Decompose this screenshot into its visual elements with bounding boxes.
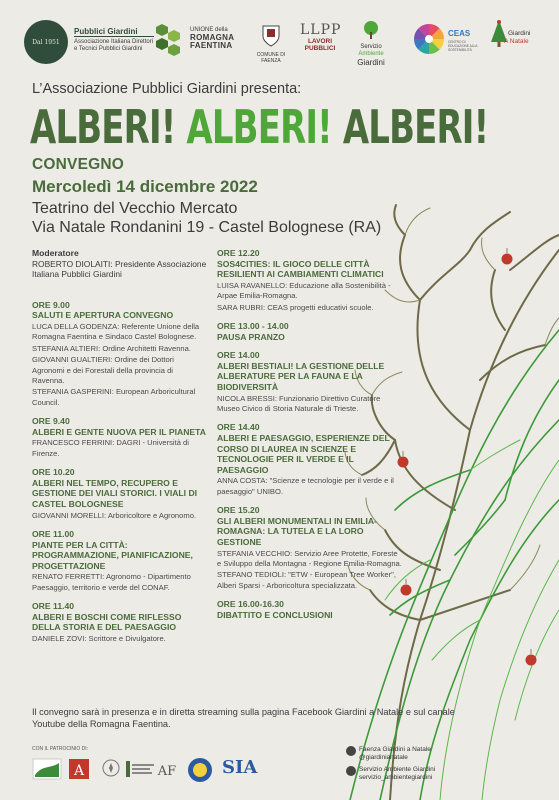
- comune-label: COMUNE DI FAENZA: [256, 52, 286, 64]
- convegno-label: CONVEGNO: [32, 156, 125, 173]
- session-title: ALBERI E PAESAGGIO, ESPERIENZE DEL CORSO DI LAUREA IN SCIENZE E TECNOLOGIE PER IL VERDE E IL PAESAGGIO: [217, 432, 390, 475]
- main-title: [30, 101, 488, 153]
- session-speaker: RENATO FERRETTI: Agronomo - Dipartimento Paesaggio, territorio e verde del CONAF.: [32, 572, 191, 592]
- venue-name: Teatrino del Vecchio Mercato: [32, 200, 238, 217]
- pubblici-giardini-subtitle: Associazione Italiana Direttori e Tecnici Pubblici Giardini: [74, 39, 154, 52]
- ordine-agronomi-logo: [124, 755, 156, 785]
- svg-text:A: A: [73, 763, 85, 779]
- servizio-line1: Servizio: [360, 44, 382, 50]
- session-speaker: STEFANIA VECCHIO: Servizio Aree Protette, Foreste e Sviluppo della Montagna - Regione Emilia-Romagna.: [217, 548, 402, 568]
- presenta-line: L’Associazione Pubblici Giardini presenta:: [32, 81, 302, 97]
- session-speaker: GIOVANNI MORELLI: Arboricoltore e Agronomo.: [32, 510, 197, 520]
- pubblici-giardini-title: Pubblici Giardini: [74, 28, 154, 37]
- unione-line1: UNIONE della: [190, 27, 228, 33]
- pinwheel-icon: [412, 22, 446, 56]
- session-speaker: STEFANIA GASPERINI: European Arboricultural Council.: [32, 387, 196, 407]
- lavori-line2: PUBBLICI: [304, 45, 336, 52]
- session-time: ORE 10.20: [32, 467, 75, 478]
- session-time: ORE 9.40: [32, 416, 70, 427]
- session-speaker: SARA RUBRI: CEAS progetti educativi scuole.: [217, 302, 374, 312]
- unione-romagna-faentina-logo[interactable]: [152, 18, 252, 66]
- session-block: [32, 529, 207, 593]
- natale-line1: Giardini: [508, 30, 531, 37]
- title-word-3: ALBERI!: [342, 100, 489, 154]
- pubblici-giardini-seal: Dal 1951: [24, 20, 68, 64]
- session-title: ALBERI E GENTE NUOVA PER IL PIANETA: [32, 426, 206, 437]
- servizio-line3: Giardini: [357, 58, 385, 67]
- session-speaker: LUISA RAVANELLO: Educazione alla Sostenibilità - Arpae Emilia-Romagna.: [217, 280, 391, 301]
- unione-line2: ROMAGNA: [190, 33, 235, 42]
- event-date: Mercoledì 14 dicembre 2022: [32, 177, 258, 196]
- session-block: [32, 300, 207, 408]
- hexagon-cluster-icon: [152, 22, 188, 58]
- ordine-architetti-logo: [68, 755, 90, 785]
- ceas-subtitle: CENTRO DI EDUCAZIONE ALLA SOSTENIBILITÀ: [448, 40, 478, 52]
- session-block: [32, 467, 207, 521]
- session-time: ORE 13.00 - 14.00: [217, 321, 289, 331]
- session-block: [217, 505, 402, 591]
- patrocinio-label: CON IL PATROCINIO DI:: [32, 746, 89, 752]
- session-time: ORE 12.20: [217, 248, 260, 258]
- servizio-ambiente-giardini-logo[interactable]: [348, 20, 394, 67]
- session-block: [217, 350, 402, 414]
- session-title: GLI ALBERI MONUMENTALI IN EMILIA-ROMAGNA: LA TUTELA E LA LORO GESTIONE: [217, 515, 377, 547]
- session-speaker: NICOLA BRESSI: Funzionario Direttivo Curatore Museo Civico di Storia Naturale di Trieste.: [217, 393, 381, 413]
- session-title: ALBERI NEL TEMPO, RECUPERO E GESTIONE DEI VIALI STORICI. I VIALI DI CASTEL BOLOGNESE: [32, 477, 198, 509]
- facebook-line2: @giardinianatale: [359, 754, 408, 761]
- facebook-line1: Faenza Giardini a Natale: [359, 746, 431, 753]
- streaming-note: Il convegno sarà in presenza e in diretta streaming sulla pagina Facebook Giardini a Natale e sul canale Youtube della Romagna Faentina.: [32, 707, 455, 729]
- moderator-block: [32, 248, 207, 280]
- session-time: ORE 14.40: [217, 422, 260, 433]
- lavori-line1: LAVORI: [307, 38, 333, 45]
- comune-faenza-logo[interactable]: [256, 24, 286, 64]
- session-speaker: DANIELE ZOVI: Scrittore e Divulgatore.: [32, 633, 166, 643]
- session-speaker: ANNA COSTA: "Scienze e tecnologie per il verde e il paesaggio" UNIBO.: [217, 476, 394, 496]
- title-word-1: ALBERI!: [30, 100, 176, 154]
- session-speaker: LUCA DELLA GODENZA: Referente Unione della Romagna Faentina e Sindaco Castel Bolognese.: [32, 321, 200, 342]
- session-block: [217, 599, 402, 620]
- session-time: ORE 11.40: [32, 601, 75, 612]
- session-time: ORE 14.00: [217, 350, 260, 361]
- session-title: SALUTI E APERTURA CONVEGNO: [32, 310, 174, 321]
- republic-emblem-logo: [102, 755, 120, 785]
- moderator-text: ROBERTO DIOLAITI: Presidente Associazione Italiana Pubblici Giardini: [32, 258, 207, 280]
- session-block: [32, 416, 207, 459]
- logo-row: [24, 18, 549, 66]
- session-time: ORE 11.00: [32, 529, 75, 539]
- session-time: ORE 9.00: [32, 299, 70, 310]
- instagram-icon: [346, 766, 356, 776]
- venue-address: Via Natale Rondanini 19 - Castel Bolognese (RA): [32, 219, 382, 236]
- session-title: PAUSA PRANZO: [217, 331, 285, 342]
- session-speaker: GIOVANNI GUALTIERI: Ordine dei Dottori Agronomi e dei Forestali della provincia di Ravenna.: [32, 355, 174, 385]
- instagram-line2: servizio_ambientegiardini: [359, 774, 433, 781]
- session-title: PIANTE PER LA CITTÀ: PROGRAMMAZIONE, PIANIFICAZIONE, PROGETTAZIONE: [32, 539, 193, 571]
- title-word-2: ALBERI!: [186, 100, 332, 154]
- servizio-line2: Ambiente: [358, 51, 384, 57]
- session-title: ALBERI E BOSCHI COME RIFLESSO DELLA STORIA E DEL PAESAGGIO: [32, 611, 182, 633]
- session-block: [32, 601, 207, 644]
- session-title: ALBERI BESTIALI! LA GESTIONE DELLE ALBERATURE PER LA FAUNA E LA BIODIVERSITÀ: [217, 360, 385, 392]
- program-left-column: [32, 248, 207, 652]
- regione-logo: [32, 755, 62, 785]
- circular-seal-logo: [186, 755, 214, 785]
- session-speaker: FRANCESCO FERRINI: DAGRI - Università di Firenze.: [32, 438, 189, 458]
- af-logo: [156, 755, 178, 785]
- ceas-mark: CEAS: [448, 29, 471, 38]
- moderator-label: Moderatore: [32, 248, 79, 258]
- pubblici-giardini-logo[interactable]: [24, 18, 164, 66]
- unione-line3: FAENTINA: [190, 41, 233, 50]
- llpp-mark: LLPP: [300, 22, 342, 38]
- session-time: ORE 15.20: [217, 505, 260, 516]
- session-title: DIBATTITO E CONCLUSIONI: [217, 609, 333, 620]
- program-right-column: [217, 248, 402, 628]
- lavori-pubblici-logo[interactable]: [300, 22, 340, 52]
- tree-icon: [360, 20, 382, 40]
- svg-text:AF: AF: [157, 764, 177, 779]
- coat-of-arms-icon: [261, 24, 281, 48]
- session-block: [217, 321, 402, 342]
- instagram-line1: Servizio Ambiente Giardini: [359, 766, 436, 773]
- session-block: [217, 248, 402, 313]
- sia-logo: SIA: [222, 757, 258, 778]
- session-speaker: STEFANIA ALTIERI: Ordine Architetti Ravenna.: [32, 343, 191, 353]
- session-time: ORE 16.00-16.30: [217, 599, 284, 610]
- natale-line2: A Natale: [504, 38, 529, 45]
- session-block: [217, 422, 402, 497]
- left-session-list: [32, 300, 207, 645]
- right-session-list: [217, 248, 402, 620]
- session-speaker: STEFANO TEDIOLI: "ETW - European Tree Worker", Alberi Sparsi - Arboricoltura specializzata.: [217, 570, 396, 590]
- facebook-icon: [346, 746, 356, 756]
- session-title: SOS4CITIES: IL GIOCO DELLE CITTÀ RESILIENTI AI CAMBIAMENTI CLIMATICI: [217, 258, 384, 280]
